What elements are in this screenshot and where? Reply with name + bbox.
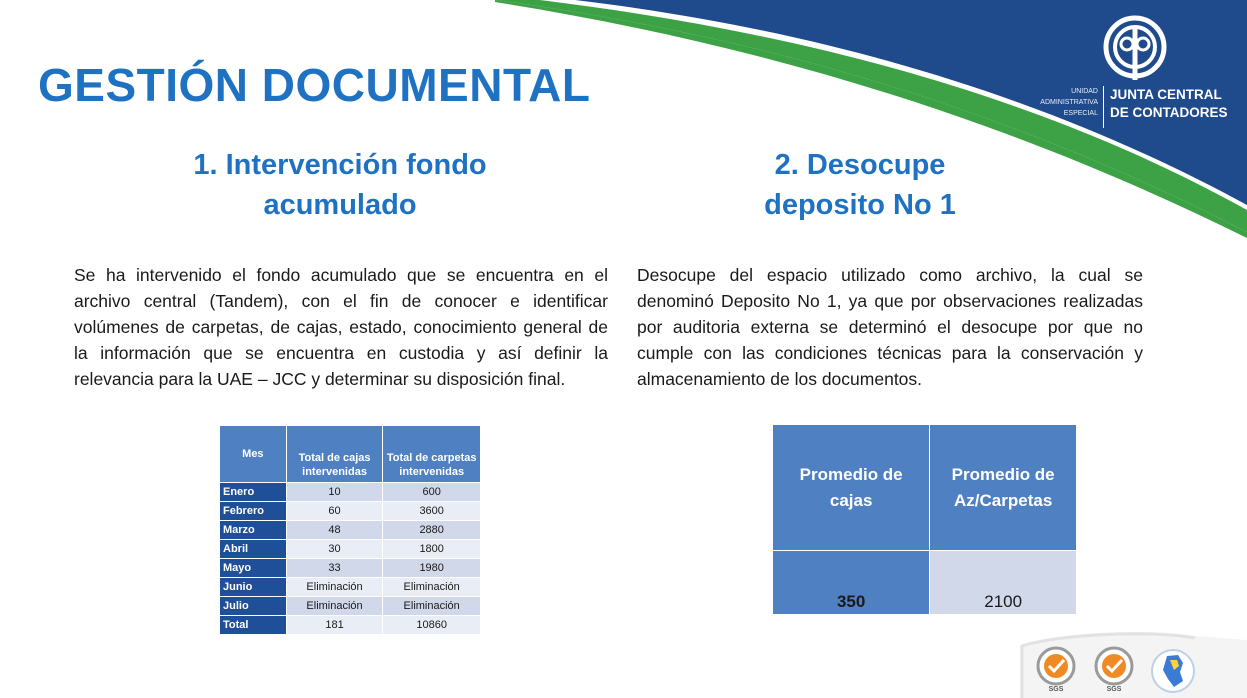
table-row-total (220, 616, 481, 635)
month-cell: Marzo (220, 521, 287, 540)
cajas-cell: 33 (286, 559, 383, 578)
month-cell: Febrero (220, 502, 287, 521)
carpetas-cell: 10860 (383, 616, 481, 635)
page-title: GESTIÓN DOCUMENTAL (38, 59, 591, 111)
header-cajas: Total de cajas intervenidas (286, 426, 383, 483)
certification-seal-icon (1092, 646, 1136, 692)
table-header-row (773, 425, 1077, 551)
table-row (220, 521, 481, 540)
certification-seal-icon (1034, 646, 1078, 692)
jcc-emblem-icon (1100, 14, 1170, 84)
promedio-carpetas-value: 2100 (930, 551, 1077, 615)
cajas-cell: 30 (286, 540, 383, 559)
table-row (220, 502, 481, 521)
cajas-cell: 181 (286, 616, 383, 635)
cajas-cell: Eliminación (286, 597, 383, 616)
table-row (220, 597, 481, 616)
carpetas-cell: Eliminación (383, 578, 481, 597)
table-row (220, 540, 481, 559)
carpetas-cell: Eliminación (383, 597, 481, 616)
interventions-table (219, 425, 481, 635)
month-cell: Julio (220, 597, 287, 616)
averages-table (772, 424, 1077, 615)
section2-title: 2. Desocupe deposito No 1 (764, 149, 956, 221)
header-promedio-cajas: Promedio de cajas (773, 425, 930, 551)
month-cell: Junio (220, 578, 287, 597)
promedio-cajas-value: 350 (773, 551, 930, 615)
carpetas-cell: 600 (383, 483, 481, 502)
table-row (220, 559, 481, 578)
logo-divider (1103, 86, 1104, 128)
section1-title: 1. Intervención fondo acumulado (193, 149, 487, 221)
month-cell: Enero (220, 483, 287, 502)
cajas-cell: 48 (286, 521, 383, 540)
cajas-cell: Eliminación (286, 578, 383, 597)
header-mes: Mes (220, 426, 287, 483)
table-row (773, 551, 1077, 615)
svg-text:SGS: SGS (1048, 686, 1064, 692)
cajas-cell: 10 (286, 483, 383, 502)
cajas-cell: 60 (286, 502, 383, 521)
svg-text:SGS: SGS (1106, 686, 1122, 692)
logo-subtitle: UNIDAD ADMINISTRATIVA ESPECIAL (1040, 88, 1098, 117)
header-carpetas: Total de carpetas intervenidas (383, 426, 481, 483)
month-cell: Abril (220, 540, 287, 559)
carpetas-cell: 2880 (383, 521, 481, 540)
month-cell: Total (220, 616, 287, 635)
section1-paragraph: Se ha intervenido el fondo acumulado que se encuentra en el archivo central (Tandem), con el fin de conocer e identificar volúmenes de carpetas, de cajas, estado, conocimiento general de la información que se encuentra en custodia y así definir la relevancia para la UAE – JCC y determinar su disposición final. (74, 265, 608, 389)
section2-paragraph: Desocupe del espacio utilizado como archivo, la cual se denominó Deposito No 1, ya que por observaciones realizadas por auditoria externa se determinó el desocupe por que no cumple con las condiciones técnicas para la conservación y almacenamiento de los documentos. (637, 265, 1143, 389)
table-header-row (220, 426, 481, 483)
carpetas-cell: 3600 (383, 502, 481, 521)
logo-name: JUNTA CENTRAL DE CONTADORES (1110, 87, 1228, 120)
carpetas-cell: 1800 (383, 540, 481, 559)
header-promedio-carpetas: Promedio de Az/Carpetas (930, 425, 1077, 551)
table-row (220, 578, 481, 597)
carpetas-cell: 1980 (383, 559, 481, 578)
colombia-map-seal-icon (1150, 646, 1196, 696)
certification-seals (1020, 628, 1247, 698)
table-row (220, 483, 481, 502)
month-cell: Mayo (220, 559, 287, 578)
jcc-logo (1030, 14, 1235, 124)
